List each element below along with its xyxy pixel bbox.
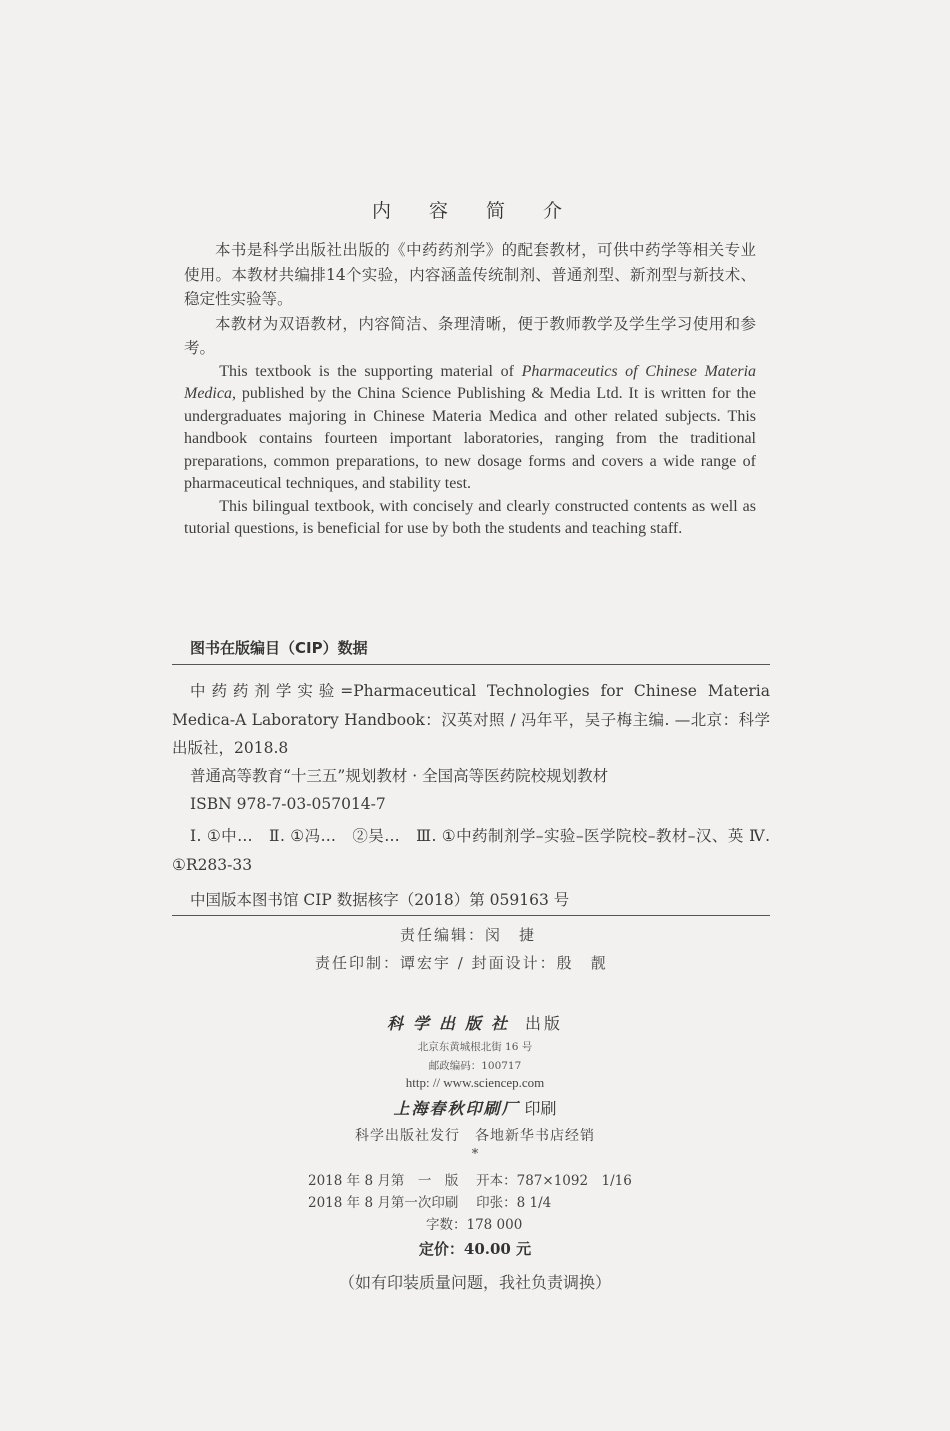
cip-series-block	[172, 762, 770, 818]
separator-star: *	[471, 1147, 479, 1162]
printer-suffix: 印刷	[524, 1099, 557, 1118]
edition-line-1: 2018 年 8 月第 一 版 开本：787×1092 1/16	[308, 1173, 632, 1189]
abstract-zh-paragraph-2: 本教材为双语教材，内容简洁、条理清晰，便于教师教学及学生学习使用和参考。	[184, 314, 756, 357]
quality-notice: （如有印装质量问题，我社负责调换）	[338, 1273, 611, 1292]
publisher-address: 北京东黄城根北街 16 号	[417, 1041, 533, 1053]
cip-classification-block	[172, 822, 770, 880]
cip-isbn: ISBN 978-7-03-057014-7	[190, 795, 386, 813]
publisher-suffix: 出版	[525, 1014, 564, 1033]
publisher-line	[0, 1011, 950, 1034]
cip-heading: 图书在版编目（CIP）数据	[190, 639, 368, 657]
abstract-zh-paragraph-1: 本书是科学出版社出版的《中药药剂学》的配套教材，可供中药学等相关专业使用。本教材共编排14个实验，内容涵盖传统制剂、普通剂型、新剂型与新技术、稳定性实验等。	[184, 241, 756, 308]
abstract-en-paragraph-2: This bilingual textbook, with concisely and clearly constructed contents as well as tutorial questions, is beneficial for use by both the students and teaching staff.	[184, 497, 756, 537]
cip-series: 普通高等教育“十三五”规划教材 · 全国高等医药院校规划教材	[190, 767, 609, 785]
cip-entry	[172, 677, 770, 763]
page-title: 内 容 简 介	[371, 200, 579, 222]
publisher-zip: 邮政编码：100717	[428, 1060, 522, 1072]
print-and-cover-credits: 责任印制：谭宏宇 / 封面设计：殷 靓	[315, 954, 608, 972]
printer-logo-text: 上海春秋印刷厂	[393, 1099, 520, 1118]
abstract-en-paragraph-1	[184, 361, 756, 496]
printer-line	[0, 1096, 950, 1119]
publisher-url: http: // www.sciencep.com	[405, 1075, 545, 1090]
abstract-section	[184, 238, 756, 541]
abstract-en-text-b: , published by the China Science Publishing & Media Ltd. It is written for the undergraduates majoring in Chinese Materia Medica and other related subjects. This handbook contains fourteen important laboratories, ranging from the traditional preparations, common preparations, to new dosage forms and covers a wide range of pharmaceutical techniques, and stability test.	[184, 385, 756, 492]
cip-classification: Ⅰ. ①中… Ⅱ. ①冯… ②吴… Ⅲ. ①中药制剂学–实验–医学院校–教材–汉、英 Ⅳ. ①R283-33	[172, 827, 770, 874]
publisher-logo-text: 科学出版社	[386, 1014, 517, 1033]
cip-top-rule	[172, 664, 770, 665]
cip-record-block	[172, 886, 770, 914]
cip-record: 中国版本图书馆 CIP 数据核字（2018）第 059163 号	[190, 891, 570, 909]
edition-line-2: 2018 年 8 月第一次印刷 印张：8 1/4	[308, 1195, 552, 1211]
responsible-editor: 责任编辑：闵 捷	[400, 926, 537, 944]
distribution-line: 科学出版社发行 各地新华书店经销	[355, 1128, 595, 1144]
abstract-en-book-title: Pharmaceutics of Chinese Materia Medica	[184, 362, 757, 402]
word-count: 字数：178 000	[426, 1217, 523, 1233]
cip-bottom-rule	[172, 915, 770, 916]
price: 定价：40.00 元	[418, 1240, 532, 1258]
abstract-en-text-a: This textbook is the supporting material of	[219, 362, 522, 380]
cip-entry-text: 中药药剂学实验=Pharmaceutical Technologies for Chinese Materia Medica-A Laboratory Handbook：汉英对照 / 冯年平，吴子梅主编. —北京：科学出版社，2018.8	[172, 682, 770, 757]
